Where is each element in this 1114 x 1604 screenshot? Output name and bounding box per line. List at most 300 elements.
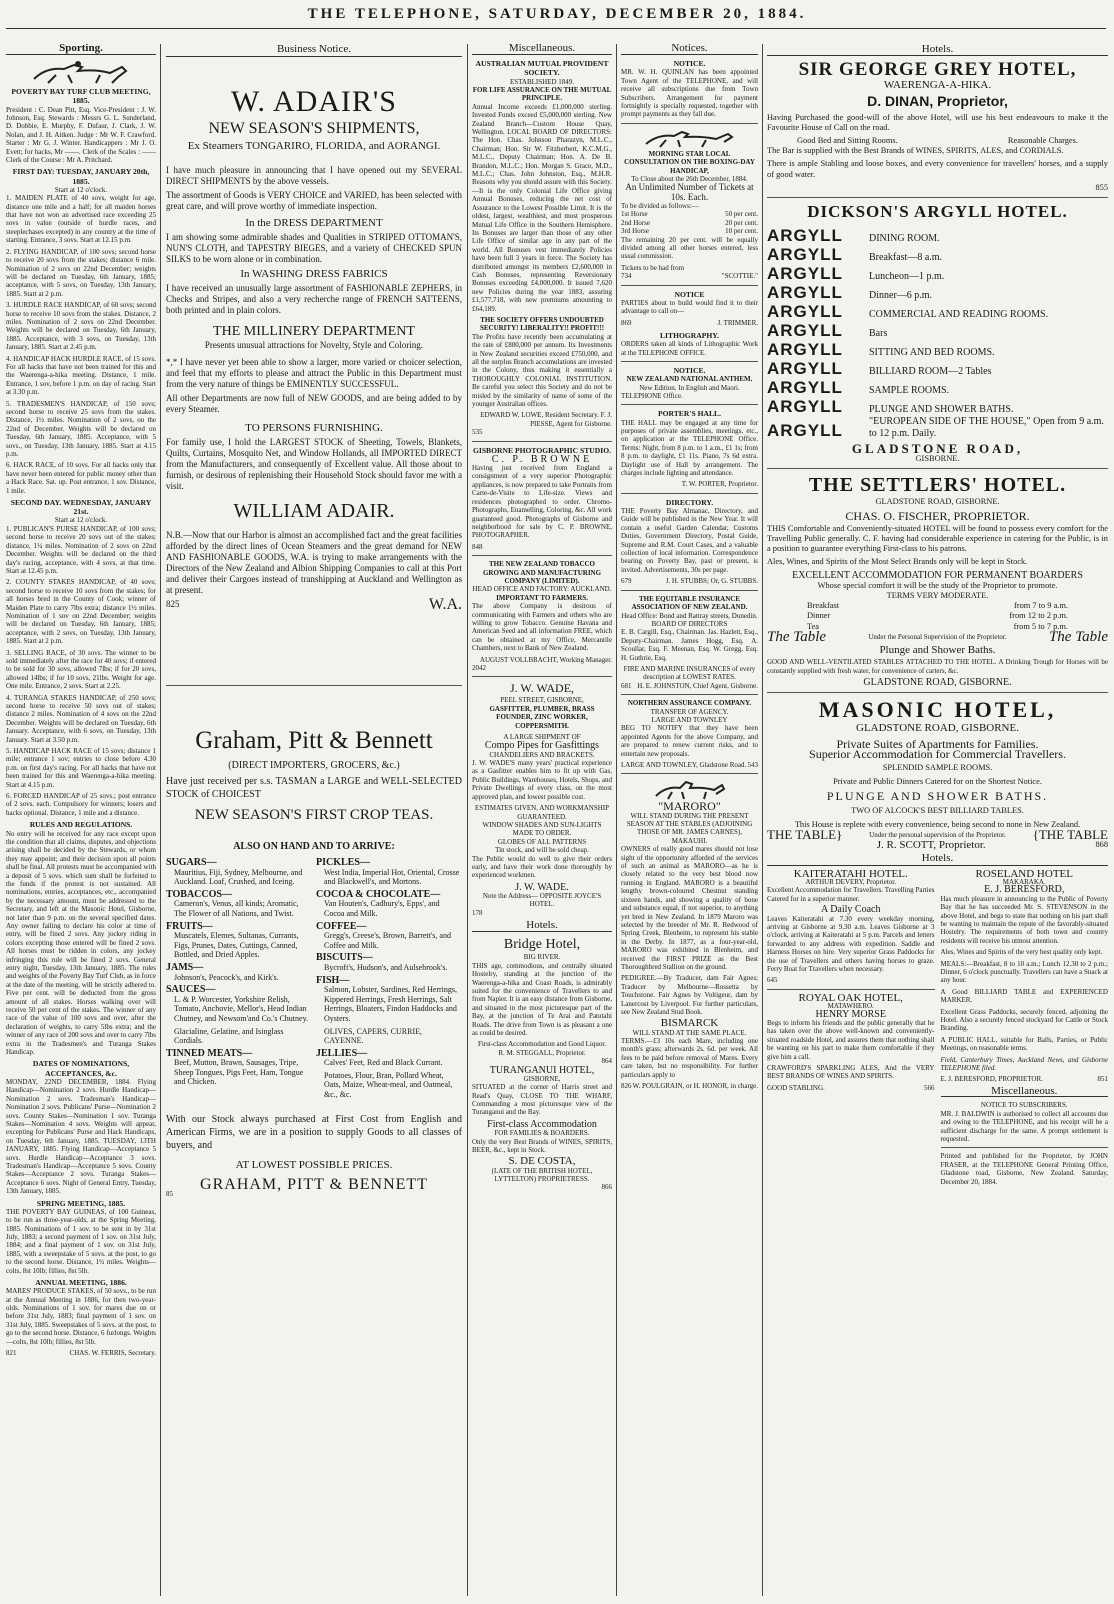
column-header-business: Business Notice. — [166, 44, 462, 57]
misc-subheader: Miscellaneous. — [941, 1087, 1109, 1097]
stock-category: PICKLES— — [316, 857, 370, 868]
kait-coach: A Daily Coach — [821, 904, 881, 916]
stock-item — [166, 1049, 312, 1087]
grey-subtitle: WAERENGA-A-HIKA. — [883, 79, 992, 92]
masonic-title: MASONIC HOTEL, — [818, 697, 1057, 723]
notice-heading: NOTICE. — [673, 59, 706, 69]
stock-item — [316, 1071, 462, 1100]
first-day-heading: FIRST DAY: TUESDAY, JANUARY 20th, 1885. — [12, 167, 150, 186]
amp-signature: EDWARD W. LOWE, Resident Secretary. F. J. PIESSE, Agent for Gisborne. — [480, 411, 612, 428]
anthem-title: NEW ZEALAND NATIONAL ANTHEM. — [626, 375, 753, 384]
oak-text: Begs to inform his friends and the public generally that he has taken over the above well-known and conveniently-situated roadside Hotel, and assures them that nothing shall be wanting on his part to make them comfortable if they give him a call. — [767, 1019, 935, 1061]
argyll-word: ARGYLL — [767, 340, 843, 360]
stock-item — [316, 890, 462, 919]
grey-rooms: Good Bed and Sitting Rooms. — [797, 136, 898, 146]
rules-text: No entry will be received for any race except upon the condition that all claims, disputes, and objections arising shall be decided by the Stewards, or whom they may appoint; and their decision upon all points shall be final. All protests must be accompanied with a deposit of 5 sovs. which sum shall be forfeited to the funds if the protest is not sustained. All nominations, entries, acceptances, etc., accompanied by the necessary amount, must be addressed to the Secretary, and left at the Masonic Hotel, Gisborne, not later than 9 p.m. on the several specified dates. Any owner failing to declare his color at time of entry, will be fined 2 sovs. Any jockey riding in colors excepting those entered will be fined 2 sovs. All horses must be ridden in colors, any jockey infringing this rule will be fined 2 sovs. General entry night, Tuesday, 13th January, 1885. The rules and weights of the Poverty Bay Turf Club, as in force at the date of the meeting, will be strictly adhered to. Five per cent. will be deducted from the gross amount of all stakes. Horses walking over will receive 50 per cent of the stakes. The winner of any race of the value of 100 sovs and over, after the declaration of weights, to carry 5lbs extra; and the winner of any race of 200 sovs and over to carry 7lbs extra in the Tradesmen's and Turanga Stakes Handicap. — [6, 829, 156, 1057]
settlers-baths: Plunge and Shower Baths. — [879, 644, 996, 657]
race-entry: 6. HACK RACE, of 10 sovs. For all hacks only that have never been entered for public money other than a Hack Race. Sat. up. Post entrance, 1 sov. Distance, 1 mile. — [6, 461, 156, 495]
signature: CHAS. W. FERRIS, Secretary. — [69, 1349, 156, 1358]
directory-signature: J. H. STUBBS; Or, G. STUBBS. — [665, 577, 758, 586]
porter-heading: PORTER'S HALL. — [657, 409, 722, 419]
meal-row: Breakfast from 7 to 9 a.m. — [807, 601, 1068, 611]
stock-detail: Cameron's, Venus, all kinds; Aromatic, The Flower of all Nations, and Twist. — [174, 899, 299, 918]
masonic-suites: Private Suites of Apartments for Families. — [836, 736, 1039, 751]
stock-category: JELLIES— — [316, 1047, 368, 1059]
ad-ref: 866 — [601, 1183, 612, 1192]
turanganui-sub: GISBORNE, — [523, 1074, 561, 1083]
adair-nb: N.B.—Now that our Harbor is almost an accomplished fact and the great facilities afforded by the direct lines of Ocean Steamers and the great demand for NEW AND FASHIONABLE GOODS, W.A. is trying to make arrangements with the Directors of the New Zealand and Albion Shipping Companies to call at this Port and deliver their Cargoes instead of transhipping at Auckland and Wellington as at present. — [166, 530, 462, 595]
stock-detail: Van Houten's, Cadbury's, Epps', and Cocoa and Milk. — [324, 899, 440, 918]
porter-text: THE HALL may be engaged at any time for purposes of private assemblies, meetings, etc., on application at the TELEPHONE Office. Terms: Night, from 8 p.m. to 1 a.m., £1 1s; from 8 p.m. to daylight, £1 11s. Piano, 7s 6d extra. Daylight use of Hall by arrangement. The charges include lighting and attendance. — [621, 418, 758, 478]
ad-ref: 543 — [747, 761, 758, 770]
rose-hall: A PUBLIC HALL, suitable for Balls, Parties, or Public Meetings, on reasonable terms. — [940, 1035, 1108, 1053]
spring-heading: SPRING MEETING, 1885. — [36, 1198, 126, 1208]
first-day-races — [6, 194, 156, 495]
ad-ref: 855 — [1095, 182, 1108, 192]
argyll-address: GLADSTONE ROAD, — [851, 441, 1024, 457]
table-supervision: Under the personal supervision of the Proprietor. — [869, 830, 1006, 839]
column-rule — [160, 44, 161, 1596]
graham-subtitle: (DIRECT IMPORTERS, GROCERS, &c.) — [228, 760, 400, 771]
rules-heading: RULES AND REGULATIONS. — [29, 820, 133, 830]
club-officers: President : C. Dean Pitt, Esq. Vice-President : J. W. Johnson, Esq. Stewards : Messrs G. L. Sunderland, D. Dobbie, E. Murphy, F. Dufaur, J. Clark, J. W. Nolan, and J. H. Aitken. Judge : Mr W. F. Crawford. Starter : Mr G. J. Winter. Handicappers : Mr J. O. Evett; for hacks, Mr ——. Clerk of the Scales : —— Clerk of the Course : Mr A. Pritchard. — [6, 105, 156, 165]
stock-detail: Bycroft's, Hudson's, and Aulsebrook's. — [324, 962, 448, 972]
race-entry: 5. TRADESMEN'S HANDICAP, of 150 sovs; second horse to receive 25 sovs from the stakes. Distance, 1½ miles. Nomination of 2 sovs, on the 22nd of December. Weights will be declared on Tuesday, 6th January, 1885. Acceptance, with 5 sovs., on Tuesday, 13th January, 1885. Start at 4.15 p.m. — [6, 399, 156, 459]
stock-item — [166, 1027, 312, 1046]
anthem-edition: New Edition. In English and Maori. — [639, 383, 740, 392]
bridge-signature: R. M. STEGGALL, Proprietor. — [498, 1048, 586, 1057]
argyll-row — [767, 245, 1108, 264]
equitable-fire: FIRE AND MARINE INSURANCES of every description at LOWEST RATES. — [623, 664, 756, 682]
adair-subtitle: NEW SEASON'S SHIPMENTS, — [208, 120, 420, 137]
argyll-row — [767, 264, 1108, 283]
adair-assortment: The assortment of Goods is VERY CHOICE and VARIED, has been selected with great care, and will prove worthy of immediate inspection. — [166, 190, 462, 211]
rose-signature: E. J. BERESFORD, PROPRIETOR. — [940, 1075, 1043, 1084]
graham-stock-list — [166, 858, 462, 1103]
column-header-misc: Miscellaneous. — [472, 44, 612, 55]
wade-title: J. W. WADE, — [509, 681, 575, 696]
hotels-subheader: Hotels. — [472, 921, 612, 932]
tobacco-signature: AUGUST VOLLBRACHT, Working Manager. — [479, 655, 612, 664]
tobacco-office: HEAD OFFICE AND FACTORY: AUCKLAND. — [472, 585, 612, 594]
maroro-text: OWNERS of really good mares should not lose sight of the opportunity afforded of the services of such an animal as MARORO—as he is closely related to the very best blood now running in England. MARORO is a beautiful lengthy brown-coloured Chestnut standing sixteen hands, and showing a quality of bone and substance equal, if not superior, to anything yet bred in New Zealand. In 1879 Maroro was selected by the breeder of Mr. R. Redwood of Spring Creek, Blenheim, to represent his stable in the Derby. In 1877, as a four-year-old, MARORO was exhibited in Blenheim, and received the FIRST PRIZE as the Best Thoroughbred Stallion on the ground. — [621, 845, 758, 971]
stock-detail: L. & P. Worcester, Yorkshire Relish, Tomato, Anchovie, Mellor's, Head Indian Chutney, and Newsom'and Co.'s Chutney. — [174, 994, 309, 1023]
stock-category: COFFEE— — [316, 920, 367, 932]
annual-heading: ANNUAL MEETING, 1886. — [35, 1278, 127, 1288]
stock-item — [316, 1049, 462, 1068]
rose-ales: Ales, Wines and Spirits of the very best quality only kept. — [940, 948, 1103, 957]
hotels-subheader: Hotels. — [767, 853, 1108, 865]
star-remainder: The remaining 20 per cent. will be equally divided among all other horses entered, less usual commission. — [621, 235, 758, 261]
stock-item — [166, 985, 312, 1023]
racehorse-icon — [640, 128, 740, 148]
photo-title: GISBORNE PHOTOGRAPHIC STUDIO. — [472, 445, 612, 455]
stock-detail: Beef, Mutton, Brawn, Sausages, Tripe, Sheep Tongues, Pigs Feet, Ham, Tongue and Chicken. — [174, 1058, 304, 1087]
prize-row: 3rd Horse 10 per cent. — [621, 227, 758, 236]
argyll-row — [767, 340, 1108, 359]
notice-signature: J. TRIMMER. — [717, 318, 758, 327]
star-divide: To be divided as follows:— — [621, 201, 699, 210]
stock-detail: Johnson's, Peacock's, and Kirk's. — [174, 972, 279, 982]
northern-signature: LARGE AND TOWNLEY, Gladstone Road. — [621, 761, 747, 770]
graham-closing: With our Stock always purchased at First Cost from English and American Firms, we are in a position to supply Goods to all classes of buyers, and — [166, 1113, 462, 1151]
stock-detail: Potatoes, Flour, Bran, Pollard Wheat, Oats, Maize, Wheat-meal, and Oatmeal, &c., &c. — [324, 1070, 453, 1100]
adair-title: W. ADAIR'S — [231, 85, 397, 118]
litho-heading: LITHOGRAPHY. — [659, 330, 719, 340]
dates-heading: DATES OF NOMINATIONS, ACCEPTANCES, &c. — [32, 1059, 130, 1078]
argyll-word: ARGYLL — [767, 302, 843, 322]
northern-title: NORTHERN ASSURANCE COMPANY. — [627, 699, 752, 708]
settlers-ales: Ales, Wines, and Spirits of the Most Select Brands only will be kept in Stock. — [767, 557, 1028, 567]
argyll-item: SAMPLE ROOMS. — [869, 385, 950, 397]
stock-detail: Muscatels, Elemes, Sultanas, Currants, Figs, Prunes, Dates, Cuttings, Canned, Bottled, and Dried Apples. — [174, 931, 299, 960]
northern-text: BEG TO NOTIFY that they have been appointed Agents for the above Company, and are prepared to renew current risks, and to entertain new proposals. — [621, 724, 758, 758]
equitable-office: Head Office: Bond and Rattray streets, Dunedin. — [621, 611, 758, 620]
star-title: MORNING STAR LOCAL CONSULTATION ON THE BOXING-DAY HANDICAP, — [624, 149, 755, 175]
grey-title: SIR GEORGE GREY HOTEL, — [798, 59, 1077, 81]
column-header-sporting: Sporting. — [6, 44, 156, 55]
stock-item — [316, 858, 462, 887]
directory-heading: DIRECTORY. — [665, 497, 714, 507]
grey-proprietor: D. DINAN, Proprietor, — [867, 93, 1008, 110]
amp-subtitle: FOR LIFE ASSURANCE ON THE MUTUAL PRINCIPLE. — [472, 86, 612, 103]
maroro-pedigree: PEDIGREE.—By Traducer, dam Fair Agnes; Traducer by Melbourne—Rossetta by Touchstone. Fair Agnes by Voltigeur, dam by Lanercost by Liverpool. For further particulars, see New Zealand Stud Book. — [621, 974, 758, 1016]
graham-also: ALSO ON HAND AND TO ARRIVE: — [233, 841, 395, 852]
ad-ref: 2042 — [472, 664, 486, 673]
argyll-row — [767, 321, 1108, 340]
stock-detail: OLIVES, CAPERS, CURRIE, CAYENNE. — [324, 1026, 423, 1046]
column-header-notices: Notices. — [621, 44, 758, 55]
oak-sub: MATAWHERO. — [827, 1002, 874, 1011]
stock-detail: Calves' Feet, Red and Black Currant. — [324, 1058, 443, 1068]
table-supervision: Under the Personal Supervision of the Proprietor. — [868, 632, 1007, 641]
rose-text: Has much pleasure in announcing to the Public of Poverty Bay that he has succeeded Mr. S. STEVENSON in the above Hotel, and begs to state that nothing on his part shall be wanting to maintain the repute of the favorably-situated Hostelry. The requirements of both town and country residents will receive his utmost attention. — [940, 894, 1108, 945]
amp-title: AUSTRALIAN MUTUAL PROVIDENT SOCIETY. — [475, 59, 609, 78]
race-entry: 3. HURDLE RACE HANDICAP, of 60 sovs; second horse to receive 10 sovs from the stakes. Distance, 2 miles. Nomination of 2 sovs on 22nd December. Weights will be declared on Tuesday, 6th January, 1885. Acceptance, with 3 sovs, on Tuesday, 13th January, 1885. Start at 2.45 p.m. — [6, 301, 156, 352]
wade-address: Note the Address— OPPOSITE JOYCE'S HOTEL. — [482, 891, 602, 909]
settlers-text: THIS Comfortable and Conveniently-situated HOTEL will be found to possess every comfort for the Travelling Public generally. C. F. having had considerable experience in catering for the Public, is in a position to guarantee everything First-class to his patrons. — [767, 523, 1108, 554]
masonic-replete: This House is replete with every convenience, being second to none in New Zealand. — [794, 819, 1081, 829]
column-header-hotels: Hotels. — [767, 44, 1108, 56]
millinery-heading: THE MILLINERY DEPARTMENT — [213, 324, 415, 339]
ad-ref: 869 — [621, 318, 632, 327]
directory-text: THE Poverty Bay Almanac, Directory, and Guide will be published in the New Year. It will contain a useful Garden Calendar, Customs Duties, Government Directory, Postal Guide, Supreme and R.M. Court Cases, and a valuable collection of local information. Correspondence bearing on Poverty Bay, past or present, is invited. Advertisements, 30s per page. — [621, 507, 758, 574]
table-label: The Table — [767, 628, 827, 645]
race-entry: 4. TURANGA STAKES HANDICAP, of 250 sovs; second horse to receive 50 sovs out of stakes; distance 2 miles. Nomination of 4 sovs on the 22nd December. Weights will be declared on Tuesday, 6th January. Acceptance, with 6 sovs, on Tuesday, 13th January. Start at 3.50 p.m. — [6, 693, 156, 744]
amp-text: Annual Income exceeds £1,000,000 sterling. Invested Funds exceed £5,000,000 sterling. New Zealand Branch—Custom House Quay, Wellington. LOCAL BOARD OF DIRECTORS: The Hon. Chas. Johnson Pharazyn, M.L.C., Chairman; Hon. Sir W. Fitzherbert, K.C.M.G., M.L.C., Deputy Chairman; Hon. A. De B. Brandon, M.L.C.; Hon. Morgan S. Grace, M.D., M.L.C.; Chas. John Johnston, Esq., M.H.R. Reasons why you should assure with this Society.—It is the only Colonial Life Office giving Annual Bonuses, reducing the net cost of Assurance to the Lowest Possible Limit. It is the oldest, largest, wealthiest, and most prosperous Mutual Life Office in the Southern Hemisphere. Its Bonuses are larger than those of any other Life Office of similar age in any part of the world. All Bonuses vest immediately Policies have been full 3 years in force. The Society has distributed amongst its members £2,600,000 in Cash Bonuses, representing Reversionary Bonuses exceeding £4,000,000. It issued 7,620 new Policies during the year 1883, assuring £1,577,718, with new premiums amounting to £64,189. — [472, 102, 612, 313]
table-label: The Table — [1048, 628, 1108, 645]
settlers-excellent: EXCELLENT ACCOMMODATION FOR PERMANENT BOARDERS — [792, 569, 1083, 581]
equitable-board: BOARD OF DIRECTORS — [651, 619, 728, 628]
subscribers-text: MR. J. BALDWIN is authorised to collect all accounts due and owing to the TELEPHONE, and his receipt will be a sufficient discharge for the same. A prompt settlement is requested. — [940, 1109, 1108, 1143]
argyll-town: GISBORNE. — [915, 454, 960, 464]
star-from: Tickets to be had from — [621, 263, 685, 272]
bismarck-signature: W. POULGRAIN, or H. HONOR, in charge. — [632, 1082, 758, 1091]
notice-heading: NOTICE. — [673, 365, 706, 375]
masonic-superior: Superior Accommodation for Commercial Travellers. — [809, 746, 1066, 761]
maroro-sub: WILL STAND DURING THE PRESENT SEASON AT THE STABLES (ADJOINING THOSE OF MR. JAMES CARNES), MAKAUHI. — [626, 811, 753, 845]
kait-text: Excellent Accommodation for Travellers. Travelling Parties Catered for in a superior manner. — [767, 886, 935, 903]
sporting-column — [6, 44, 156, 1598]
annual-text: MARES' PRODUCE STAKES, of 50 sovs., to be run at the Annual Meeting in 1886, for then two-year-olds. Nominations of 1 sov. for mares due on or before 31st July, 1883; final payment of 1 sov. on 31st July, 1885. Sweepstakes of 5 sovs. at the post, to go to the second horse. Distance, 6 furlongs. Weights—colts, 8st 10lb; fillies, 8st 5lb. — [6, 1287, 156, 1346]
stock-category: TOBACCOS— — [166, 888, 232, 900]
argyll-item: DINING ROOM. — [869, 233, 940, 245]
wade-line: PEEL STREET, GISBORNE, — [500, 696, 584, 705]
grey-stabling: There is ample Stabling and loose boxes, and every convenience for travellers' horses, and a supply of good water. — [767, 159, 1108, 179]
argyll-row — [767, 302, 1108, 321]
bismarck-sub: WILL STAND AT THE SAME PLACE. — [632, 1028, 747, 1037]
stock-item — [166, 922, 312, 960]
ad-ref: 868 — [1095, 840, 1108, 850]
tobacco-title: THE NEW ZEALAND TOBACCO GROWING AND MANUFACTURING COMPANY (LIMITED). — [482, 560, 602, 585]
race-entry: 6. FORCED HANDICAP of 25 sovs.; post entrance of 2 sovs. each. Compulsory for winners; losers and hacks optional. Distance, 1 mile and a distance. — [6, 792, 156, 817]
race-entry: 5. HANDICAP HACK RACE of 15 sovs; distance 1 mile; entrance 1 sov; entries to close before 4.30 p.m. on first day's racing. For all hacks that have not been trained for this and Waerenga-a-hika meeting. Start at 4.15 p.m. — [6, 747, 156, 789]
graham-stock-right — [316, 858, 462, 1103]
imprint: Printed and published for the Proprietor, by JOHN FRASER, at the TELEPHONE General Printing Office, Gladstone road, Gisborne, New Zealand. Saturday, December 20, 1884. — [940, 1152, 1108, 1186]
photo-text: Having just received from England a consignment of a very superior Photographic appliances, is now prepared to take Portraits from Carte-de-Visite to Life-size. Views and residences photographed to order. Chromo-Photographs, Enamelling, Coloring, &c. All work guaranteed good. Photographs of Gisborne and neighborhood for sale by C. P. BROWNE, PHOTOGRAPHER. — [472, 464, 612, 540]
meeting-title: POVERTY BAY TURF CLUB MEETING, 1885. — [11, 87, 151, 106]
masonic-billiard: TWO OF ALCOCK'S BEST BILLIARD TABLES. — [851, 805, 1024, 815]
ad-ref: 734 — [621, 272, 632, 281]
equitable-signature: H. E. JOHNSTON, Chief Agent, Gisborne. — [637, 681, 758, 690]
wade-globes: GLOBES OF ALL PATTERNS — [497, 837, 587, 846]
northern-names: LARGE AND TOWNLEY — [651, 715, 728, 724]
turanganui-proprietress: (LATE OF THE BRITISH HOTEL, LYTTELTON) PROPRIETRESS. — [491, 1166, 593, 1183]
argyll-word: ARGYLL — [767, 283, 843, 303]
millinery-sub: Presents unusual attractions for Novelty, Style and Coloring. — [204, 340, 424, 350]
race-entry: 2. COUNTY STAKES HANDICAP, of 40 sovs; second horse to receive 10 sovs from the stakes; for all horses bred in the County of Cook; winner of Maiden Plate to carry 7lbs extra; distance 1½ miles. Nomination of 1 sov on 22nd December; weights will be declared on Tuesday, 6th January, 1885; acceptance, with 2 sovs, on Tuesday, 13th January, 1885. Start at 2 p.m. — [6, 578, 156, 646]
business-column — [166, 44, 462, 1598]
rose-grass: Excellent Grass Paddocks, securely fenced, adjoining the Hotel. Also a securely fenced stockyard for Cattle or Stock Branding. — [940, 1007, 1108, 1033]
stock-item — [316, 922, 462, 951]
rose-proprietor: E. J. BERESFORD, — [984, 884, 1065, 896]
wade-line: GASFITTER, PLUMBER, BRASS FOUNDER, ZINC WORKER, COPPERSMITH. — [489, 704, 595, 730]
settlers-proprietor: CHAS. O. FISCHER, PROPRIETOR. — [845, 508, 1030, 523]
ad-ref: 566 — [924, 1083, 935, 1092]
settlers-address: GLADSTONE ROAD, GISBORNE. — [875, 497, 1000, 507]
settlers-stables: GOOD AND WELL-VENTILATED STABLES ATTACHED TO THE HOTEL. A Drinking Trough for Horses will be constantly supplied with fresh water, for convenience of carters, &c. — [767, 658, 1108, 675]
table-label: {THE TABLE — [1032, 826, 1108, 842]
argyll-item: "EUROPEAN SIDE OF THE HOUSE," Open from 9 a.m. to 12 p.m. Daily. — [869, 416, 1104, 440]
stock-category: FISH— — [316, 974, 350, 986]
masthead: THE TELEPHONE, SATURDAY, DECEMBER 20, 1884. — [307, 6, 807, 22]
first-day-start: Start at 12 o'clock. — [54, 185, 108, 194]
race-entry: 4. HANDICAP HACK HURDLE RACE, of 15 sovs. For all hacks that have not been trained for this and the Waerenga-a-hika meeting. Distance, 1 mile. Entrance, 1 sov, before 1 p.m. on day of racing. Start at 3.30 p.m. — [6, 354, 156, 397]
masonic-address: GLADSTONE ROAD, GISBORNE. — [856, 722, 1019, 735]
prize-row: 2nd Horse 20 per cent. — [621, 218, 758, 227]
notice-text: MR. W. H. QUINLAN has been appointed Town Agent of the TELEPHONE, and will receive all subscriptions due from Town Subscribers. Arrangement for payment fortnightly is specially requested, together with prompt payments as they fall due. — [621, 68, 758, 119]
tobacco-sub: IMPORTANT TO FARMERS. — [496, 593, 588, 602]
washing-text: I have received an unusually large assortment of FASHIONABLE ZEPHERS, in Checks and Stripes, and also a very recherche range of FRENCH SATTEENS, both printed and in plain colors. — [166, 283, 462, 315]
argyll-item: Dinner—6 p.m. — [869, 290, 933, 302]
argyll-item: SITTING AND BED ROOMS. — [869, 347, 995, 359]
grey-text: Having Purchased the good-will of the above Hotel, will use his best endeavours to make it the Favourite House of Call on the road. — [767, 112, 1108, 132]
bridge-subtitle: BIG RIVER. — [523, 953, 561, 962]
stallion-icon — [650, 778, 730, 800]
oak-title: ROYAL OAK HOTEL, — [798, 991, 903, 1004]
argyll-row — [767, 397, 1108, 416]
porter-signature: T. W. PORTER, Proprietor. — [681, 480, 758, 489]
wade-public: The Public would do well to give their orders early, and have their work done thoroughly by experienced workmen. — [472, 854, 612, 880]
stock-detail: Gregg's, Creese's, Brown, Barrett's, and Coffee and Milk. — [324, 931, 451, 950]
ad-ref: 826 — [621, 1082, 632, 1091]
settlers-address-footer: GLADSTONE ROAD, GISBORNE. — [863, 677, 1012, 689]
wade-compo: Compo Pipes for Gasfittings — [484, 740, 600, 752]
second-day-heading: SECOND DAY. WEDNESDAY, JANUARY 21st. — [10, 498, 152, 517]
argyll-item: PLUNGE AND SHOWER BATHS. — [869, 404, 1014, 416]
graham-stock-left — [166, 858, 312, 1103]
argyll-list — [767, 226, 1108, 440]
argyll-item: Bars — [869, 328, 888, 340]
stock-item — [316, 953, 462, 972]
amp-security-text: The Profits have recently been accumulating at the rate of £800,000 per annum. Its Investments in New Zealand securities exceed £750,000, and all the surplus Branch accumulations are invested in the Colony, thus making it essentially a THOROUGHLY COLONIAL INSTITUTION. Be careful you select this Society and do not be misled by the similarity of name of some of the younger Australian offices. — [472, 332, 612, 409]
maroro-title: "MARORO" — [658, 799, 721, 814]
table-label: THE TABLE} — [767, 826, 843, 842]
ad-ref: 848 — [472, 542, 483, 551]
second-day-races — [6, 525, 156, 817]
race-entry: 1. MAIDEN PLATE of 40 sovs, weight for age, distance one mile and a half; for all maiden horses that have not won an advertised race exceeding 25 sovs in value (outside of hurdle races, and steeplechases excepted) in any country at the time of starting. Entrance, 3 sovs. Start at 12.15 p.m. — [6, 194, 156, 245]
prize-row: 1st Horse 50 per cent. — [621, 210, 758, 219]
stock-item — [166, 858, 312, 887]
rose-title: ROSELAND HOTEL — [975, 867, 1073, 880]
litho-text: ORDERS taken all kinds of Lithographic Work at the TELEPHONE OFFICE. — [621, 340, 758, 357]
notice-text: PARTIES about to build would find it to their advantage to call on— — [621, 298, 758, 316]
furnishing-text: For family use, I hold the LARGEST STOCK of Sheeting, Towels, Blankets, Quilts, Curtains, Mosquito Net, and Window Hollands, all IMPORTED DIRECT from the Manufacturers, and consequently of Excellent value. All those about to furnish, or desirous of replenishing their Household Stock should favor me with a visit. — [166, 437, 462, 491]
bismarck-title: BISMARCK — [660, 1017, 719, 1030]
settlers-meals — [767, 601, 1108, 632]
graham-intro: Have just received per s.s. TASMAN a LARGE and WELL-SELECTED STOCK of CHOICEST — [166, 776, 462, 800]
rose-papers: Field, Canterbury Times, Auckland News, and Gisborne TELEPHONE filed. — [940, 1055, 1108, 1073]
stock-detail: Glacialine, Gelatine, and Isinglass Cordials. — [174, 1026, 284, 1046]
ad-ref: 178 — [472, 908, 483, 917]
oak-ales: CRAWFORD'S SPARKLING ALES, And the VERY BEST BRANDS OF WINES AND SPIRITS. — [767, 1064, 935, 1081]
grey-charges: Reasonable Charges. — [1007, 136, 1078, 146]
meal-row: Dinner from 12 to 2 p.m. — [807, 611, 1068, 621]
argyll-row — [767, 283, 1108, 302]
wade-window: WINDOW SHADES AND SUN-LIGHTS MADE TO ORDER. — [482, 820, 602, 838]
graham-signature: GRAHAM, PITT & BENNETT — [200, 1175, 428, 1193]
turanganui-brands: Only the very Best Brands of WINES, SPIRITS, BEER, &c., kept in Stock. — [472, 1137, 612, 1154]
star-tickets: An Unlimited Number of Tickets at 10s. Each. — [625, 182, 754, 202]
argyll-item: Luncheon—1 p.m. — [869, 271, 945, 283]
adair-intro: I have much pleasure in announcing that I have opened out my SEVERAL DIRECT SHIPMENTS by the above vessels. — [166, 165, 462, 186]
other-depts: All other Departments are now full of NEW GOODS, and are being added to by every Steamer. — [166, 393, 462, 414]
star-prizes — [621, 210, 758, 235]
kait-coach-text: Leaves Kaiteratahi at 7.30 every weekday morning, arriving at Gisborne at 9.30 a.m. Leaves Gisborne at 3 o'clock, arriving at Kaiteratahi at 5 p.m. Parcels and letters forwarded to any address with expedition. Saddle and Harness Horses on hire. Very superior Grass Paddocks for the use of Travellers and others having horses to graze. Ferry Boat for Travellers when necessary. — [767, 914, 935, 973]
wade-estimates: ESTIMATES GIVEN, AND WORKMANSHIP GUARANTEED. — [474, 804, 610, 821]
argyll-word: ARGYLL — [767, 378, 843, 398]
rose-sub: MAKARAKA. — [1002, 877, 1046, 886]
ad-ref: 535 — [472, 428, 483, 437]
stock-category: SAUCES— — [166, 984, 216, 996]
meal-row: Tea from 5 to 7 p.m. — [807, 621, 1068, 631]
masonic-signature: J. R. SCOTT, Proprietor. — [876, 839, 986, 852]
stock-item — [316, 976, 462, 1024]
wade-text: J. W. WADE'S many years' practical experience as a Gasfitter enables him to fit up with Gas, Public Buildings, Warehouses, Hotels, Shops, and Private Dwellings of every class, on the most approved plan, and lowest possible cost. — [472, 759, 612, 801]
argyll-word: ARGYLL — [767, 245, 843, 265]
column-rule — [762, 44, 763, 1596]
ad-ref: 825 — [166, 599, 180, 609]
stock-category: TINNED MEATS— — [166, 1047, 253, 1059]
dress-text: I am showing some admirable shades and Qualities in STRIPED OTTOMAN'S, NUN'S CLOTH, and TAPESTRY BIEGES, and a variety of CHECKED SPUN SILKS to be worn alone or in combination. — [166, 232, 462, 264]
rose-meals: MEALS:—Breakfast, 8 to 10 a.m.; Lunch 12.30 to 2 p.m.; Dinner, 6 o'clock punctually. Travellers can have a Snack at any hour. — [940, 959, 1108, 985]
ad-ref: 645 — [767, 976, 778, 985]
wade-chandeliers: CHANDELIERS AND BRACKETS. — [489, 750, 595, 759]
argyll-row — [767, 378, 1108, 397]
stock-category: SUGARS— — [166, 857, 217, 868]
adair-ships: Ex Steamers TONGARIRO, FLORIDA, and AORANGI. — [187, 140, 441, 152]
misc-column — [472, 44, 612, 1598]
notices-column — [621, 44, 758, 1598]
kaiteratahi-advert — [767, 867, 935, 1189]
argyll-row — [767, 416, 1108, 440]
spring-text: THE POVERTY BAY GUINEAS, of 100 Guineas, to be run as three-year-olds, at the Spring Meeting, 1885. Nominations of 1 sov. to be sent in by 31st July, 1883; a second payment of 1 sov. on 31st July, 1884; and a final payment of 1 sov. on 31st July, 1885, with a sweepstake of 5 sovs. at the post, to go to the second horse. Distance, 1½ miles. Weights—colts, 8st 10lb; fillies, 8st 5lb. — [6, 1207, 156, 1275]
dress-heading: In the DRESS DEPARTMENT — [245, 217, 383, 229]
turanganui-text: SITUATED at the corner of Harris street and Read's Quay, CLOSE TO THE WHARF, Commanding a most picturesque view of the Turanganui and the Bay. — [472, 1083, 612, 1117]
ad-ref: 679 — [621, 577, 632, 586]
furnishing-heading: TO PERSONS FURNISHING. — [245, 422, 383, 434]
argyll-word: ARGYLL — [767, 359, 843, 379]
argyll-row — [767, 359, 1108, 378]
argyll-word: ARGYLL — [767, 397, 843, 417]
bridge-title: Bridge Hotel, — [503, 937, 581, 953]
amp-established: ESTABLISHED 1849. — [510, 77, 574, 86]
photo-name: C. P. BROWNE — [491, 453, 593, 465]
star-close: To Close about the 26th December, 1884. — [631, 175, 748, 184]
argyll-word: ARGYLL — [767, 421, 843, 441]
tobacco-text: The above Company is desirous of communicating with Farmers and others who are willing to grow Tobacco. Genuine Havana and American Seed and all information FREE, which can be obtained at my Office, Mercantile Chambers, next to Bank of New Zealand. — [472, 602, 612, 653]
bridge-text: THIS age, commodious, and centrally situated Hostelry, standing at the junction of the Waerenga-a-hika and Coast Roads, is admirably suited for the convenience of Travellers to and from Napier. It is an easy distance from Gisborne, and situated in the most picturesque part of the Bay, at the junction of Te Arai and Patutahi Roads. The drive from Town is as pleasant a one as could be desired. — [472, 961, 612, 1038]
millinery-text: *,* I have never yet been able to show a larger, more varied or choicer selection, and feel that my efforts to please and attract the Public in this Department must from the very nature of things be EMINENTLY SUCCESSFUL. — [166, 357, 462, 389]
turanganui-signature: S. DE COSTA, — [508, 1155, 576, 1168]
ad-ref: 85 — [166, 1189, 173, 1198]
stock-category: BISCUITS— — [316, 952, 373, 964]
argyll-item: COMMERCIAL AND READING ROOMS. — [869, 309, 1049, 321]
stock-item — [166, 963, 312, 982]
amp-security: THE SOCIETY OFFERS UNDOUBTED SECURITY! LIBERALITY!! PROFIT!!! — [479, 315, 605, 333]
turanganui-families: FOR FAMILIES & BOARDERS. — [494, 1129, 590, 1138]
wade-signature: J. W. WADE. — [515, 881, 569, 893]
adair-initials: W.A. — [428, 596, 462, 613]
stock-category: FRUITS— — [166, 920, 213, 932]
graham-advert — [166, 726, 462, 1198]
roseland-advert — [940, 867, 1109, 1189]
turanganui-first: First-class Accommodation — [487, 1118, 597, 1130]
argyll-item: BILLIARD ROOM—2 Tables — [869, 366, 992, 378]
ad-ref: 864 — [601, 1057, 612, 1066]
wade-tin: Tin stock, and will be sold cheap. — [495, 846, 589, 855]
argyll-word: ARGYLL — [767, 264, 843, 284]
argyll-title: DICKSON'S ARGYLL HOTEL. — [807, 202, 1068, 222]
masonic-sample: SPLENDID SAMPLE ROOMS. — [882, 762, 993, 772]
masthead-rule — [6, 28, 1106, 29]
oak-stabling: GOOD STABLING. — [767, 1083, 825, 1092]
stock-category: COCOA & CHOCOLATE— — [316, 888, 441, 900]
argyll-word: ARGYLL — [767, 226, 843, 246]
settlers-comfort: Whose special comfort it will be the study of the Proprietor to promote. — [817, 580, 1058, 590]
stock-category: JAMS— — [166, 961, 204, 973]
adair-advert — [166, 61, 462, 681]
bismarck-text: TERMS.—£3 10s each Mare, including one month's grass; afterwards 2s. 6d. per week. All fees to be paid before removal of Mares. Every care taken, but no responsibility. For further particulars apply to — [621, 1036, 758, 1079]
dates-text: MONDAY, 22ND DECEMBER, 1884. Flying Handicap—Nomination 2 sovs. Hurdle Handicap—Nomination 2 sovs. Tradesman's Handicap—Nomination 2 sovs. Publicans' Purse—Nomination 2 sovs. County Stakes—Nomination 1 sov. Turanga Stakes—Nomination 4 sovs. Weights will appear, excepting for Publicans' Purse and Hack Handicaps, on Tuesday, 6th January, 1885. TUESDAY, 13TH JANUARY, 1885. Flying Handicap—Acceptance 5 sovs. Hurdle Handicap—Acceptance 3 sovs. Tradesman's Handicap—Acceptance 5 sovs. County Stakes—Acceptance 2 sovs. Turanga Stakes—Acceptance 6 sovs. Night of General Entry, Tuesday, 13th January, 1885. — [6, 1077, 156, 1196]
grey-bar: The Bar is supplied with the Best Brands of WINES, SPIRITS, ALES, and CORDIALS. — [767, 146, 1064, 156]
ad-ref: 851 — [1097, 1075, 1108, 1084]
argyll-item: Breakfast—8 a.m. — [869, 252, 943, 264]
star-signature: "SCOTTIE." — [721, 272, 758, 281]
equitable-directors: E. B. Cargill, Esq., Chairman. Jas. Hazlett, Esq., Deputy-Chairman. James Hogg, Esq. A. Scoullar, Esq. F. Meenan, Esq. W. Gregg, Esq. H. Guthrie, Esq. — [621, 628, 758, 662]
argyll-row — [767, 226, 1108, 245]
settlers-title: THE SETTLERS' HOTEL. — [808, 474, 1067, 497]
